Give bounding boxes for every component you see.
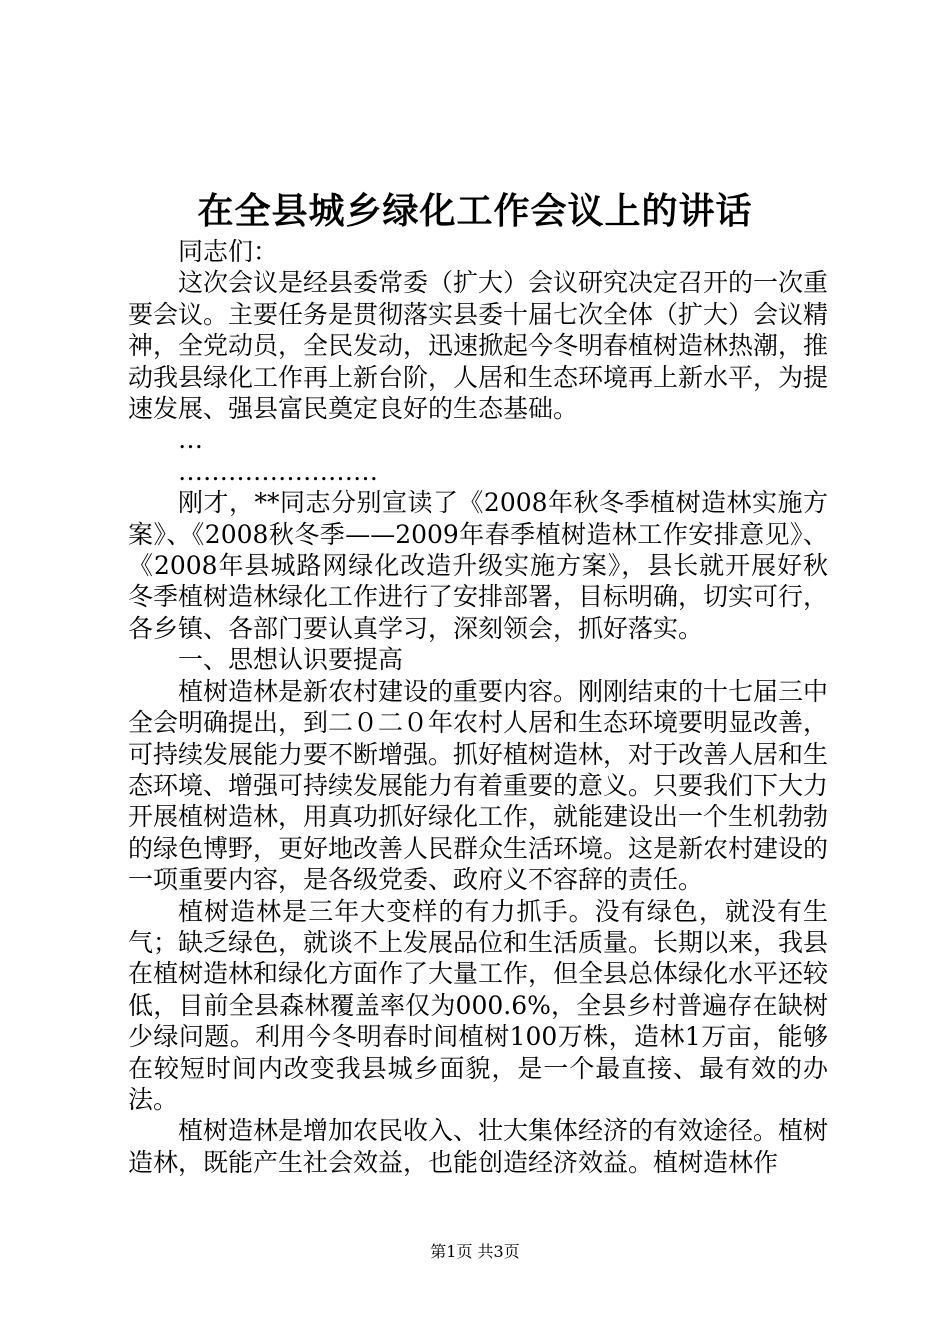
paragraph: 植树造林是增加农民收入、壮大集体经济的有效途径。植树造林，既能产生社会效益，也能创造经济效益。植树造林作	[128, 1116, 829, 1177]
paragraph: 植树造林是新农村建设的重要内容。刚刚结束的十七届三中全会明确提出，到二０二０年农村人居和生态环境要明显改善，可持续发展能力要不断增强。抓好植树造林，对于改善人居和生态环境、增强可持续发展能力有着重要的意义。只要我们下大力开展植树造林，用真功抓好绿化工作，就能建设出一个生机勃勃的绿色博野，更好地改善人民群众生活环境。这是新农村建设的一项重要内容，是各级党委、政府义不容辞的责任。	[128, 676, 829, 895]
paragraph: 这次会议是经县委常委（扩大）会议研究决定召开的一次重要会议。主要任务是贯彻落实县委十届七次全体（扩大）会议精神，全党动员，全民发动，迅速掀起今冬明春植树造林热潮，推动我县绿化工作再上新台阶，人居和生态环境再上新水平，为提速发展、强县富民奠定良好的生态基础。	[128, 268, 829, 424]
salutation: 同志们：	[178, 237, 279, 266]
paragraph: 刚才，**同志分别宣读了《2008年秋冬季植树造林实施方案》、《2008秋冬季——2009年春季植树造林工作安排意见》、《2008年县城路网绿化改造升级实施方案》，县长就开展好秋冬季植树造林绿化工作进行了安排部署，目标明确，切实可行，各乡镇、各部门要认真学习，深刻领会，抓好落实。	[128, 488, 829, 643]
page-footer: 第1页 共3页	[430, 1242, 520, 1261]
document-title: 在全县城乡绿化工作会议上的讲话	[197, 190, 753, 232]
paragraph: 植树造林是三年大变样的有力抓手。没有绿色，就没有生气；缺乏绿色，就谈不上发展品位和生活质量。长期以来，我县在植树造林和绿化方面作了大量工作，但全县总体绿化水平还较低，目前全县森林覆盖率仅为000.6%，全县乡村普遍存在缺树少绿问题。利用今冬明春时间植树100万株，造林1万亩，能够在较短时间内改变我县城乡面貌，是一个最直接、最有效的办法。	[128, 896, 829, 1114]
ellipsis-line: …	[178, 425, 203, 455]
section-heading: 一、思想认识要提高	[178, 645, 404, 675]
document-body	[128, 236, 828, 1178]
ellipsis-line: ……………………	[178, 456, 378, 486]
